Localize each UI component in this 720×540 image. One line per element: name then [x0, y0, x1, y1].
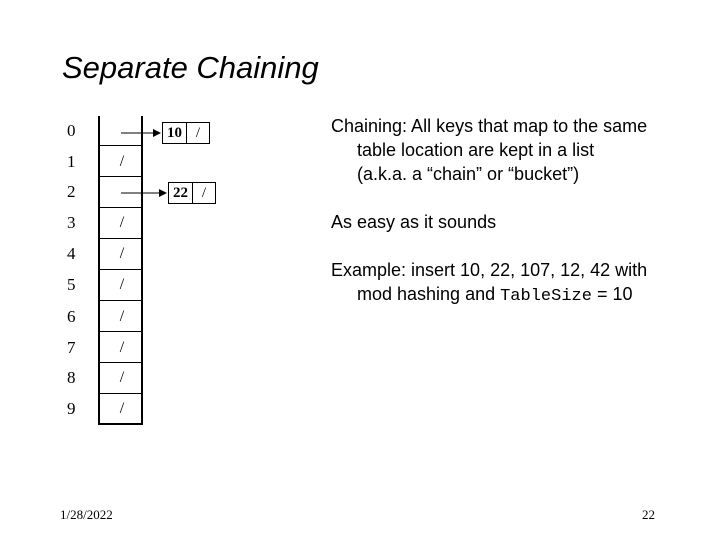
empty-slot-marker: / [119, 245, 125, 262]
empty-slot-marker: / [119, 369, 125, 386]
node-null-pointer: / [201, 184, 207, 201]
slide-body-text [331, 114, 701, 333]
tablesize-code: TableSize [500, 287, 592, 306]
example-text-part: mod hashing and [357, 284, 501, 304]
chain-node-slot-0 [162, 122, 210, 144]
example-text-part: = 10 [591, 284, 633, 304]
empty-slot-marker: / [119, 214, 125, 231]
definition-line: (a.k.a. a “chain” or “bucket”) [357, 164, 580, 184]
index-label: 0 [67, 121, 76, 140]
empty-slot-marker: / [119, 339, 125, 356]
footer-date: 1/28/2022 [60, 507, 113, 522]
slide-title: Separate Chaining [62, 50, 319, 85]
node-key: 22 [169, 183, 193, 203]
index-label: 5 [67, 275, 76, 294]
empty-slot-marker: / [119, 153, 125, 170]
definition-line: table location are kept in a list [357, 140, 595, 160]
index-label: 6 [67, 307, 76, 326]
node-key: 10 [163, 123, 187, 143]
index-label: 8 [67, 368, 76, 387]
empty-slot-marker: / [119, 276, 125, 293]
index-label: 4 [67, 244, 76, 263]
index-label: 1 [67, 152, 76, 171]
example-line [331, 282, 701, 309]
chaining-definition [331, 114, 701, 186]
example-line: Example: insert 10, 22, 107, 12, 42 with [331, 260, 648, 280]
easy-note: As easy as it sounds [331, 212, 497, 232]
index-label: 7 [67, 338, 76, 357]
node-null-pointer: / [195, 124, 201, 141]
index-label: 3 [67, 213, 76, 232]
definition-line: Chaining: All keys that map to the same [331, 116, 648, 136]
empty-slot-marker: / [119, 308, 125, 325]
index-label: 9 [67, 399, 76, 418]
chain-node-slot-2 [168, 182, 216, 204]
index-label: 2 [67, 182, 76, 201]
example-text [331, 258, 701, 309]
empty-slot-marker: / [119, 400, 125, 417]
page-number: 22 [642, 507, 655, 522]
